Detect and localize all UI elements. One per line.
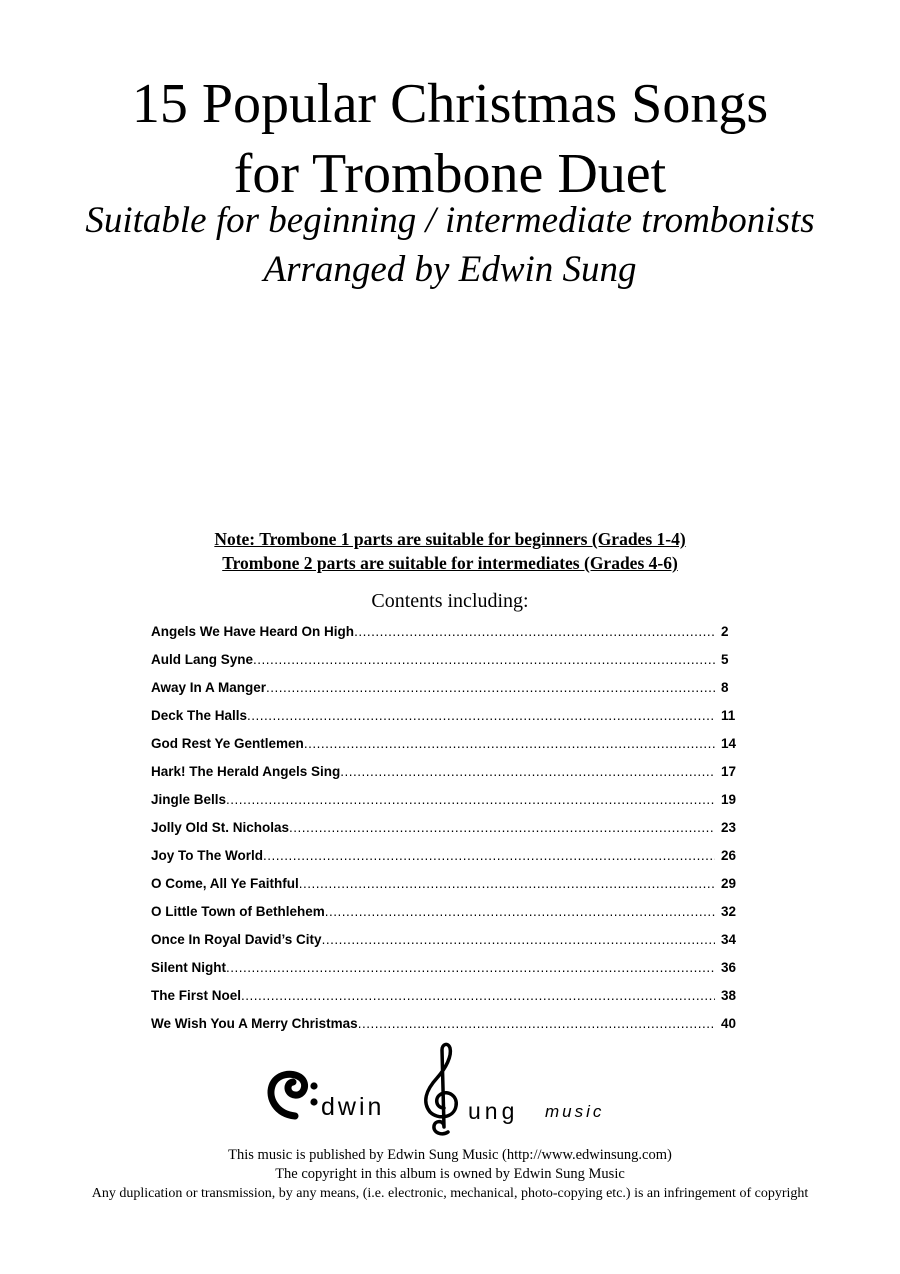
song-title: Jingle Bells bbox=[151, 792, 227, 807]
dot-leader bbox=[247, 704, 715, 728]
page-number: 29 bbox=[721, 876, 737, 891]
list-item bbox=[151, 872, 751, 900]
page-number: 2 bbox=[721, 624, 729, 639]
song-title: The First Noel bbox=[151, 988, 242, 1003]
logo-word-dwin: dwin bbox=[321, 1093, 385, 1121]
title-line-1: 15 Popular Christmas Songs bbox=[131, 73, 769, 135]
dot-leader bbox=[226, 956, 715, 980]
dot-leader bbox=[226, 788, 715, 812]
logo-word-ung: ung bbox=[468, 1098, 519, 1124]
list-item bbox=[151, 844, 751, 872]
table-of-contents bbox=[151, 620, 751, 1040]
dot-leader bbox=[325, 900, 715, 924]
page-number: 40 bbox=[721, 1016, 737, 1031]
footer-publisher: This music is published by Edwin Sung Music (http://www.edwinsung.com) bbox=[228, 1147, 672, 1163]
page-number: 34 bbox=[721, 932, 737, 947]
dot-leader bbox=[253, 648, 715, 672]
page-number: 5 bbox=[721, 652, 729, 667]
song-title: Deck The Halls bbox=[151, 708, 248, 723]
list-item bbox=[151, 676, 751, 704]
footer-copyright-notice: Any duplication or transmission, by any means, (i.e. electronic, mechanical, photo-copying etc.) is an infringement of copyright bbox=[91, 1186, 809, 1201]
song-title: Jolly Old St. Nicholas bbox=[151, 820, 290, 835]
bass-clef-icon bbox=[271, 1074, 318, 1116]
page-number: 11 bbox=[721, 708, 736, 723]
page-number: 8 bbox=[721, 680, 729, 695]
dot-leader bbox=[340, 760, 715, 784]
song-title: Auld Lang Syne bbox=[151, 652, 254, 667]
list-item bbox=[151, 704, 751, 732]
song-title: Away In A Manger bbox=[151, 680, 267, 695]
title-line-2: for Trombone Duet bbox=[233, 143, 667, 205]
note-trombone-2: Trombone 2 parts are suitable for intermediates (Grades 4-6) bbox=[222, 553, 678, 573]
dot-leader bbox=[304, 732, 715, 756]
page-number: 23 bbox=[721, 820, 737, 835]
dot-leader bbox=[354, 620, 715, 644]
subtitle-arranger: Arranged by Edwin Sung bbox=[263, 249, 637, 290]
song-title: O Come, All Ye Faithful bbox=[151, 876, 299, 891]
page-number: 14 bbox=[721, 736, 737, 751]
dot-leader bbox=[263, 844, 715, 868]
dot-leader bbox=[322, 928, 715, 952]
page-number: 36 bbox=[721, 960, 737, 975]
song-title: Once In Royal David’s City bbox=[151, 932, 322, 947]
list-item bbox=[151, 760, 751, 788]
treble-clef-icon bbox=[426, 1044, 456, 1133]
logo-word-music: music bbox=[545, 1102, 605, 1121]
dot-leader bbox=[358, 1012, 715, 1036]
page-number: 32 bbox=[721, 904, 737, 919]
song-title: God Rest Ye Gentlemen bbox=[151, 736, 304, 751]
list-item bbox=[151, 956, 751, 984]
dot-leader bbox=[266, 676, 715, 700]
song-title: Silent Night bbox=[151, 960, 226, 975]
list-item bbox=[151, 984, 751, 1012]
dot-leader bbox=[241, 984, 715, 1008]
list-item bbox=[151, 816, 751, 844]
list-item bbox=[151, 928, 751, 956]
page-number: 17 bbox=[721, 764, 737, 779]
song-title: We Wish You A Merry Christmas bbox=[151, 1016, 358, 1031]
song-title: Hark! The Herald Angels Sing bbox=[151, 764, 341, 779]
footer-copyright-owner: The copyright in this album is owned by Edwin Sung Music bbox=[275, 1166, 625, 1182]
page-number: 38 bbox=[721, 988, 737, 1003]
subtitle-suitability: Suitable for beginning / intermediate trombonists bbox=[85, 200, 815, 241]
song-title: Joy To The World bbox=[151, 848, 264, 863]
song-title: O Little Town of Bethlehem bbox=[151, 904, 325, 919]
list-item bbox=[151, 732, 751, 760]
song-title: Angels We Have Heard On High bbox=[151, 624, 355, 639]
list-item bbox=[151, 788, 751, 816]
dot-leader bbox=[289, 816, 715, 840]
list-item bbox=[151, 648, 751, 676]
list-item bbox=[151, 620, 751, 648]
page-number: 26 bbox=[721, 848, 737, 863]
contents-heading: Contents including: bbox=[371, 590, 529, 612]
dot-leader bbox=[299, 872, 715, 896]
list-item bbox=[151, 900, 751, 928]
page-number: 19 bbox=[721, 792, 737, 807]
list-item bbox=[151, 1012, 751, 1040]
edwin-sung-music-logo bbox=[262, 1040, 632, 1140]
note-trombone-1: Note: Trombone 1 parts are suitable for beginners (Grades 1-4) bbox=[214, 529, 686, 549]
